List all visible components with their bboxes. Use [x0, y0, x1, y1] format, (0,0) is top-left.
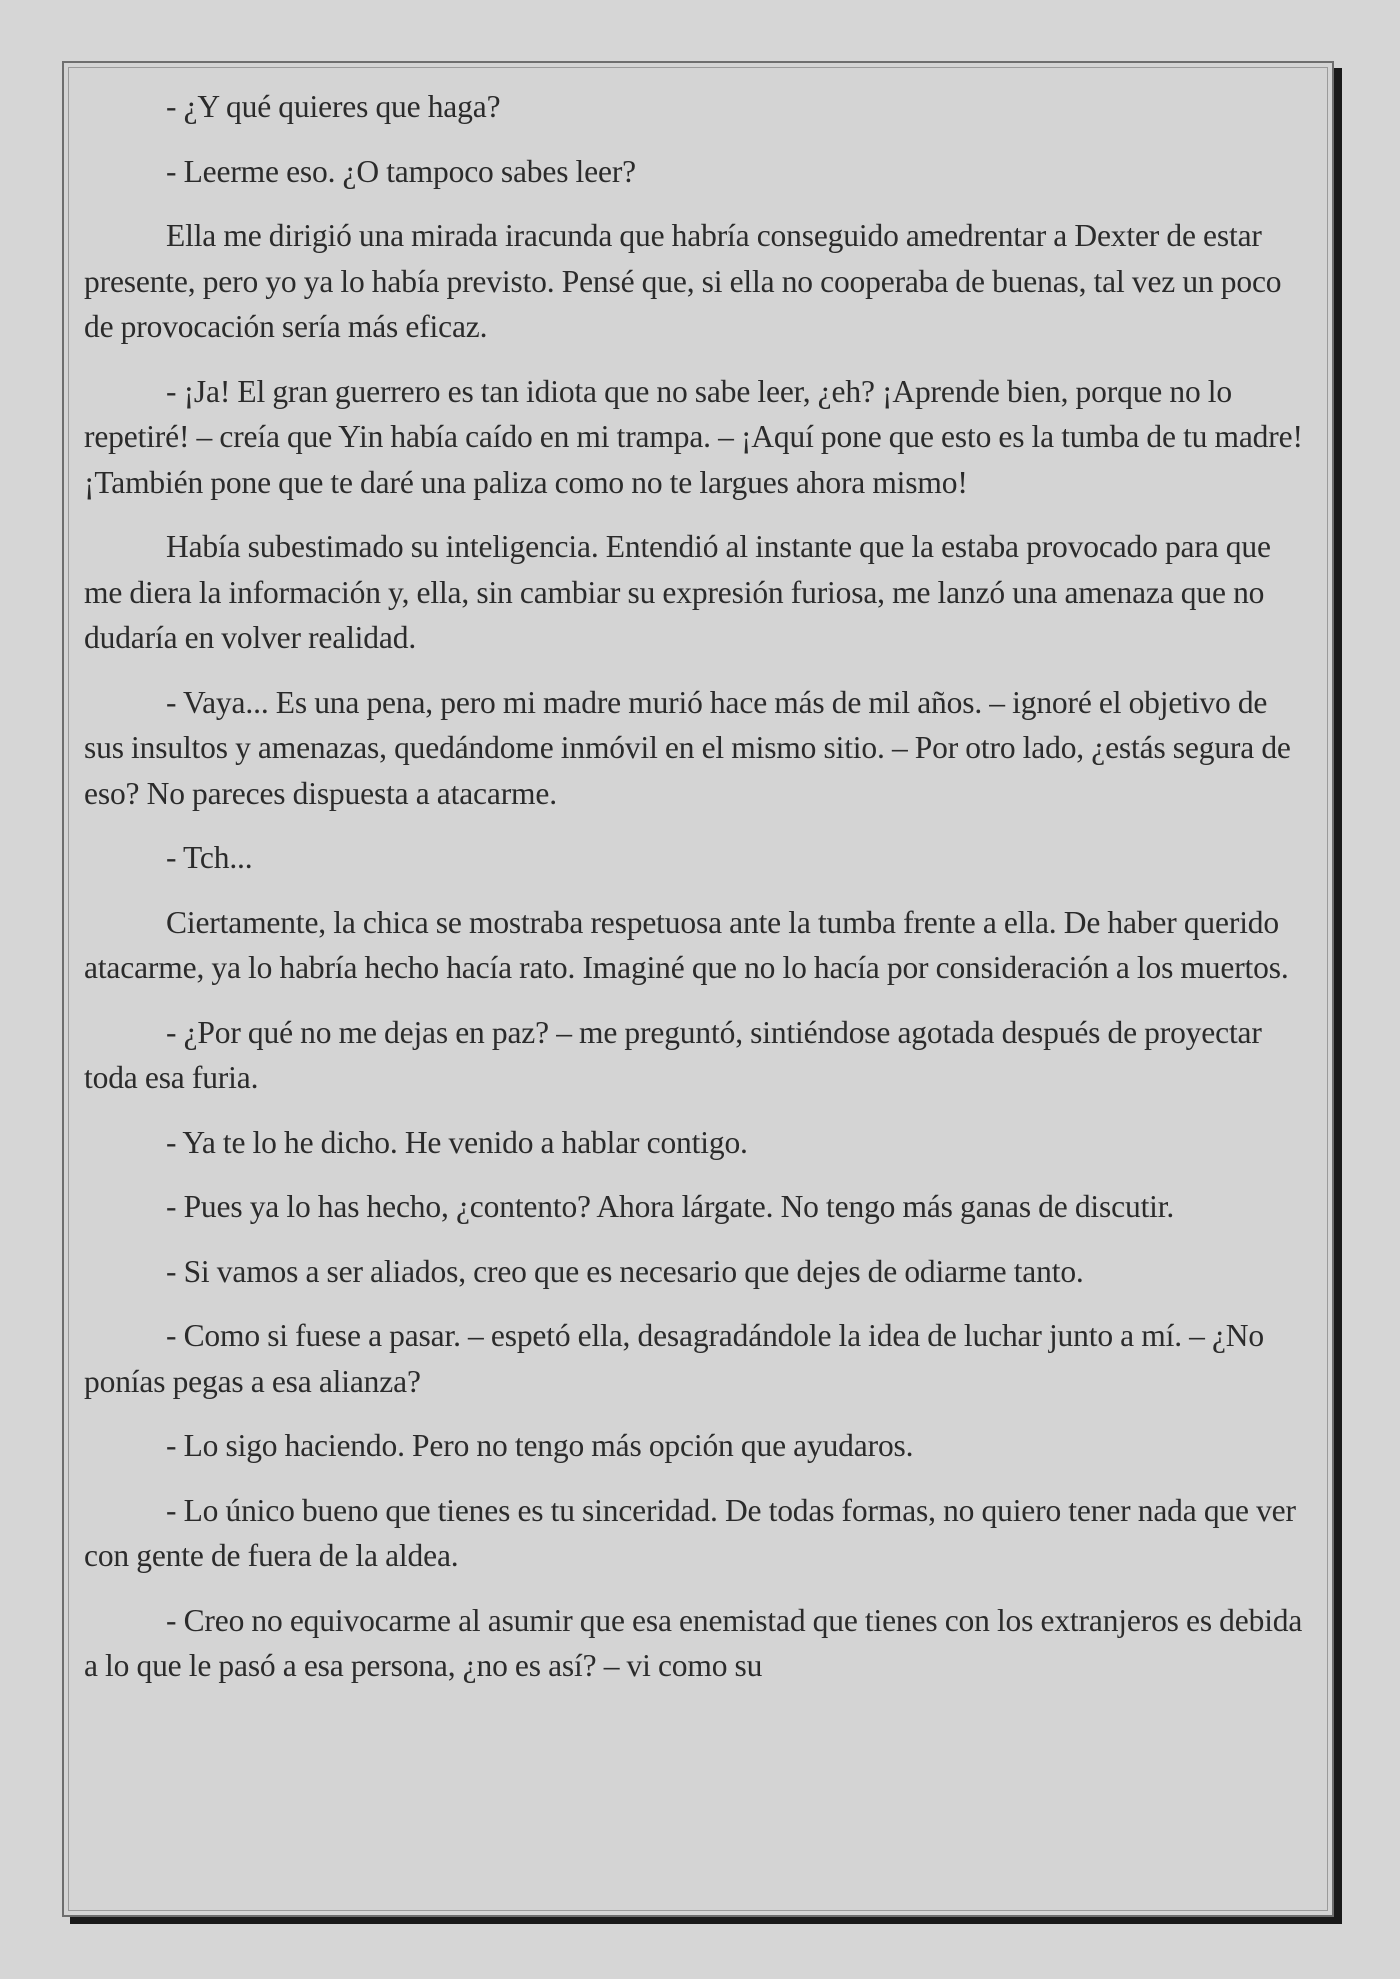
paragraph: - Lo único bueno que tienes es tu sinceridad. De todas formas, no quiero tener nada que ver con gente de fuera de la aldea. [84, 1492, 1296, 1573]
paragraph: - Creo no equivocarme al asumir que esa enemistad que tienes con los extranjeros es debida a lo que le pasó a esa persona, ¿no es así? – vi como su [84, 1602, 1303, 1683]
paragraph: - ¡Ja! El gran guerrero es tan idiota que no sabe leer, ¿eh? ¡Aprende bien, porque no lo repetiré! – creía que Yin había caído en mi trampa. – ¡Aquí pone que esto es la tumba de tu madre! ¡También pone que te daré una paliza como no te largues ahora mismo! [84, 373, 1303, 500]
paragraph: - Leerme eso. ¿O tampoco sabes leer? [166, 153, 636, 189]
paragraph: - Tch... [166, 840, 253, 875]
paragraph: - Como si fuese a pasar. – espetó ella, desagradándole la idea de luchar junto a mí. – ¿No ponías pegas a esa alianza? [84, 1318, 1264, 1399]
paragraph: - Si vamos a ser aliados, creo que es necesario que dejes de odiarme tanto. [166, 1253, 1084, 1289]
paragraph: - Pues ya lo has hecho, ¿contento? Ahora lárgate. No tengo más ganas de discutir. [166, 1189, 1175, 1224]
paragraph: - Ya te lo he dicho. He venido a hablar contigo. [166, 1124, 748, 1160]
paragraph: Había subestimado su inteligencia. Entendió al instante que la estaba provocado para que me diera la información y, ella, sin cambiar su expresión furiosa, me lanzó una amenaza que no dudaría en volver realidad. [84, 529, 1271, 655]
paragraph: - ¿Por qué no me dejas en paz? – me preguntó, sintiéndose agotada después de proyectar toda esa furia. [84, 1014, 1262, 1095]
paragraph: Ciertamente, la chica se mostraba respetuosa ante la tumba frente a ella. De haber querido atacarme, ya lo habría hecho hacía rato. Imaginé que no lo hacía por consideración a los muertos. [84, 904, 1289, 985]
paragraph: - ¿Y qué quieres que haga? [166, 89, 501, 124]
paragraph: - Lo sigo haciendo. Pero no tengo más opción que ayudaros. [166, 1428, 914, 1463]
document-text-body [84, 84, 1310, 1689]
paragraph: - Vaya... Es una pena, pero mi madre murió hace más de mil años. – ignoré el objetivo de sus insultos y amenazas, quedándome inmóvil en el mismo sitio. – Por otro lado, ¿estás segura de eso? No pareces dispuesta a atacarme. [84, 684, 1291, 811]
paragraph: Ella me dirigió una mirada iracunda que habría conseguido amedrentar a Dexter de estar presente, pero yo ya lo había previsto. Pensé que, si ella no cooperaba de buenas, tal vez un poco de provocación sería más eficaz. [84, 218, 1282, 344]
